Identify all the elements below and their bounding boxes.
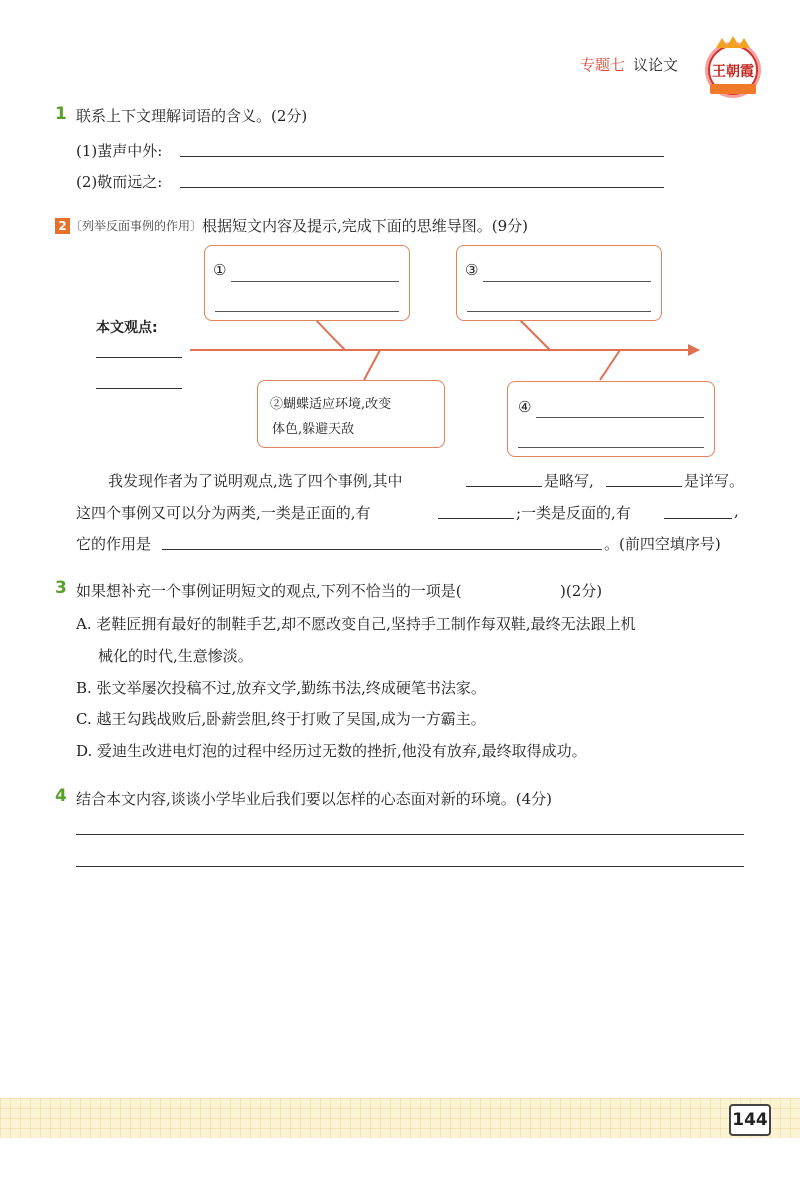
q4-answer-line-1[interactable]: [76, 834, 744, 835]
q2-blank-5[interactable]: [162, 549, 602, 550]
q3-option-d[interactable]: D. 爱迪生改进电灯泡的过程中经历过无数的挫折,他没有放弃,最终取得成功。: [76, 742, 587, 760]
box4-label: ④: [518, 398, 532, 416]
q3-prompt-end: )(2分): [560, 582, 603, 600]
q2-blank-2[interactable]: [606, 486, 682, 487]
box2-text-2: 体色,躲避天敌: [272, 422, 355, 437]
box3-line-1[interactable]: [483, 281, 651, 282]
page-number: 144: [729, 1104, 771, 1136]
q1-prompt: 联系上下文理解词语的含义。(2分): [76, 107, 308, 125]
q2-para-1a: 我发现作者为了说明观点,选了四个事例,其中: [108, 472, 403, 490]
q3-number: 3: [55, 578, 67, 598]
box4-line-2[interactable]: [518, 447, 704, 448]
box2-text-1: ②蝴蝶适应环境,改变: [270, 397, 392, 412]
q3-option-b[interactable]: B. 张文举屡次投稿不过,放弃文学,勤练书法,终成硬笔书法家。: [76, 679, 486, 697]
logo-text: 王朝霞: [712, 64, 754, 80]
q2-blank-4[interactable]: [664, 518, 732, 519]
q2-para-2b: ;一类是反面的,有: [516, 504, 631, 522]
box3-label: ③: [465, 261, 479, 279]
q2-prompt: 根据短文内容及提示,完成下面的思维导图。(9分): [202, 217, 529, 235]
q3-prompt: 如果想补充一个事例证明短文的观点,下列不恰当的一项是(: [76, 582, 462, 600]
q1-number: 1: [55, 104, 67, 124]
footer-band: [0, 1098, 800, 1138]
mindmap-box-1: [204, 245, 410, 321]
q2-blank-1[interactable]: [466, 486, 542, 487]
q4-answer-line-2[interactable]: [76, 866, 744, 867]
q4-number: 4: [55, 786, 67, 806]
q2-para-1c: 是详写。: [684, 472, 745, 490]
viewpoint-line-2[interactable]: [96, 388, 182, 389]
q2-para-3a: 它的作用是: [76, 535, 152, 553]
q4-prompt: 结合本文内容,谈谈小学毕业后我们要以怎样的心态面对新的环境。(4分): [76, 790, 553, 808]
mindmap-box-2: [257, 380, 445, 448]
q3-option-a-cont: 械化的时代,生意惨淡。: [98, 647, 253, 665]
q2-para-1b: 是略写,: [544, 472, 594, 490]
viewpoint-line-1[interactable]: [96, 357, 182, 358]
viewpoint-label: 本文观点:: [96, 320, 158, 336]
q2-blank-3[interactable]: [438, 518, 514, 519]
box1-line-1[interactable]: [231, 281, 399, 282]
q2-tag: 〔列举反面事例的作用〕: [70, 219, 203, 233]
q1-item-1: (1)蜚声中外:: [76, 142, 163, 160]
q2-para-2a: 这四个事例又可以分为两类,一类是正面的,有: [76, 504, 371, 522]
section-label: 专题七: [579, 56, 625, 74]
box3-line-2[interactable]: [467, 311, 651, 312]
q2-number: 2: [55, 218, 70, 234]
mindmap-box-3: [456, 245, 662, 321]
mindmap-box-4: [507, 381, 715, 457]
q1-item-2: (2)敬而远之:: [76, 173, 163, 191]
box4-line-1[interactable]: [536, 417, 704, 418]
box1-label: ①: [213, 261, 227, 279]
box1-line-2[interactable]: [215, 311, 399, 312]
topic-label: 议论文: [632, 56, 678, 74]
q3-option-c[interactable]: C. 越王勾践战败后,卧薪尝胆,终于打败了吴国,成为一方霸主。: [76, 710, 486, 728]
q3-option-a[interactable]: A. 老鞋匠拥有最好的制鞋手艺,却不愿改变自己,坚持手工制作每双鞋,最终无法跟上机: [76, 615, 636, 633]
q2-para-3b: 。(前四空填序号): [604, 535, 721, 553]
q2-para-2c: ,: [734, 502, 739, 520]
